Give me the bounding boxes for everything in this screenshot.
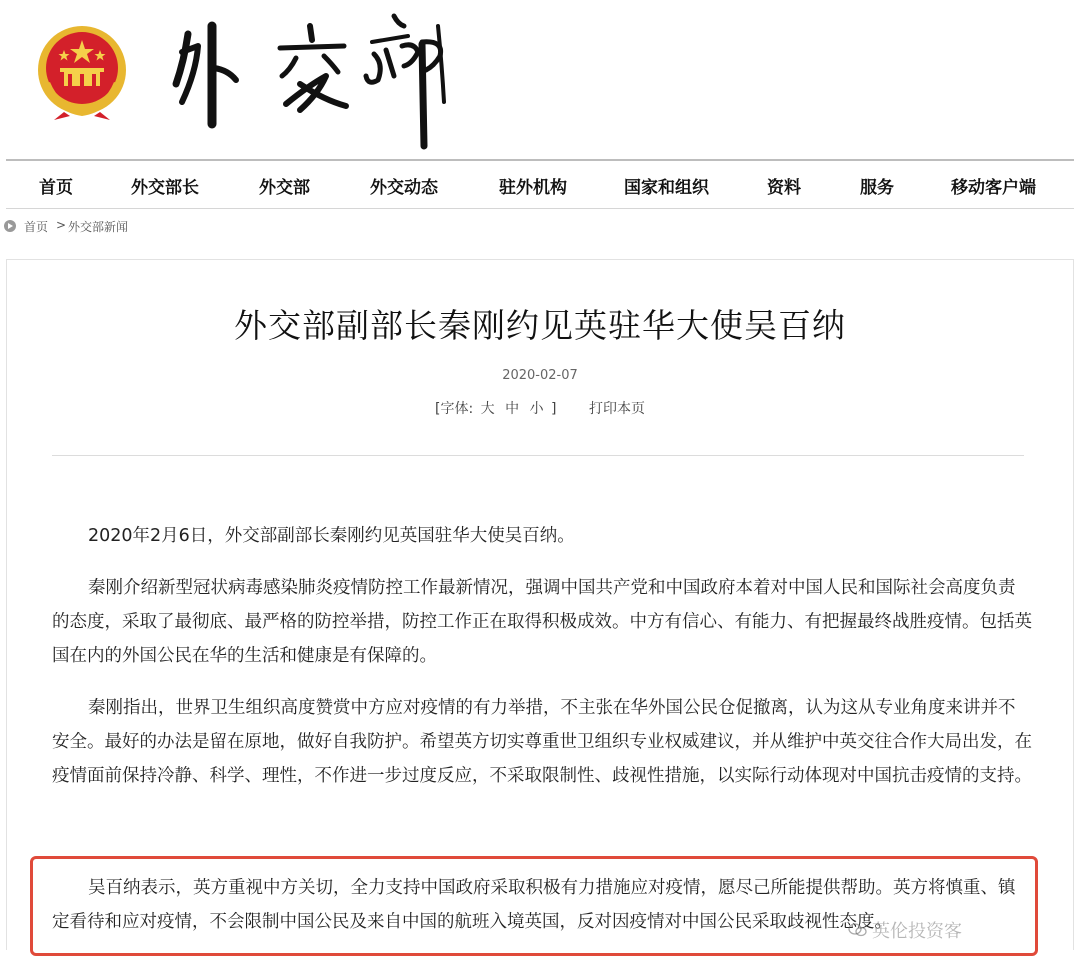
print-page-button[interactable]: 打印本页 [588,401,645,417]
watermark-text: 英伦投资客 [872,921,962,942]
breadcrumb-separator: > [56,218,67,232]
article-body [52,519,1032,811]
nav-item-home[interactable]: 首页 [39,178,73,198]
article-paragraph: 秦刚指出，世界卫生组织高度赞赏中方应对疫情的有力举措，不主张在华外国公民仓促撤离，认为这从专业角度来讲并不安全。最好的办法是留在原地，做好自我防护。希望英方切实尊重世卫组织专业权威建议，并从维护中英交往合作大局出发，在疫情面前保持冷静、科学、理性，不作进一步过度反应，不采取限制性、歧视性措施，以实际行动体现对中国抗击疫情的支持。 [52,698,1032,786]
article-tools [0,398,1080,418]
breadcrumb-arrow-icon [4,220,16,232]
national-emblem-icon[interactable] [34,22,130,122]
breadcrumb-current-link[interactable]: 外交部新闻 [68,220,129,234]
nav-item-minister[interactable]: 外交部长 [131,178,199,198]
nav-item-diplomatic-news[interactable]: 外交动态 [370,178,438,198]
article-paragraph: 2020年2月6日，外交部副部长秦刚约见英国驻华大使吴百纳。 [88,526,575,546]
highlighted-paragraph: 吴百纳表示，英方重视中方关切，全力支持中国政府采取积极有力措施应对疫情，愿尽己所能提供帮助。英方将慎重、镇定看待和应对疫情，不会限制中国公民及来自中国的航班入境英国，反对因疫情对中国公民采取歧视性态度。 [52,878,1016,932]
nav-item-mobile[interactable]: 移动客户端 [951,178,1036,198]
font-size-close-bracket: ] [551,401,557,417]
nav-divider [6,208,1074,209]
site-header [0,0,1080,160]
nav-item-ministry[interactable]: 外交部 [259,178,310,198]
wechat-icon [848,923,868,937]
article-divider [52,455,1024,456]
nav-item-missions[interactable]: 驻外机构 [499,178,567,198]
nav-item-resources[interactable]: 资料 [767,178,801,198]
ministry-calligraphy-logo[interactable] [168,6,458,151]
font-size-label: [字体: [435,401,474,417]
font-size-large-button[interactable]: 大 [480,401,495,417]
font-size-medium-button[interactable]: 中 [505,401,520,417]
nav-item-services[interactable]: 服务 [860,178,894,198]
main-nav [0,161,1080,207]
breadcrumb-home-link[interactable]: 首页 [24,220,49,234]
font-size-small-button[interactable]: 小 [529,401,544,417]
article-title: 外交部副部长秦刚约见英驻华大使吴百纳 [234,306,846,345]
article-paragraph: 秦刚介绍新型冠状病毒感染肺炎疫情防控工作最新情况，强调中国共产党和中国政府本着对中国人民和国际社会高度负责的态度，采取了最彻底、最严格的防控举措，防控工作正在取得积极成效。中方有信心、有能力、有把握最终战胜疫情。包括英国在内的外国公民在华的生活和健康是有保障的。 [52,578,1032,666]
nav-item-countries[interactable]: 国家和组织 [624,178,709,198]
article-date: 2020-02-07 [502,368,578,383]
